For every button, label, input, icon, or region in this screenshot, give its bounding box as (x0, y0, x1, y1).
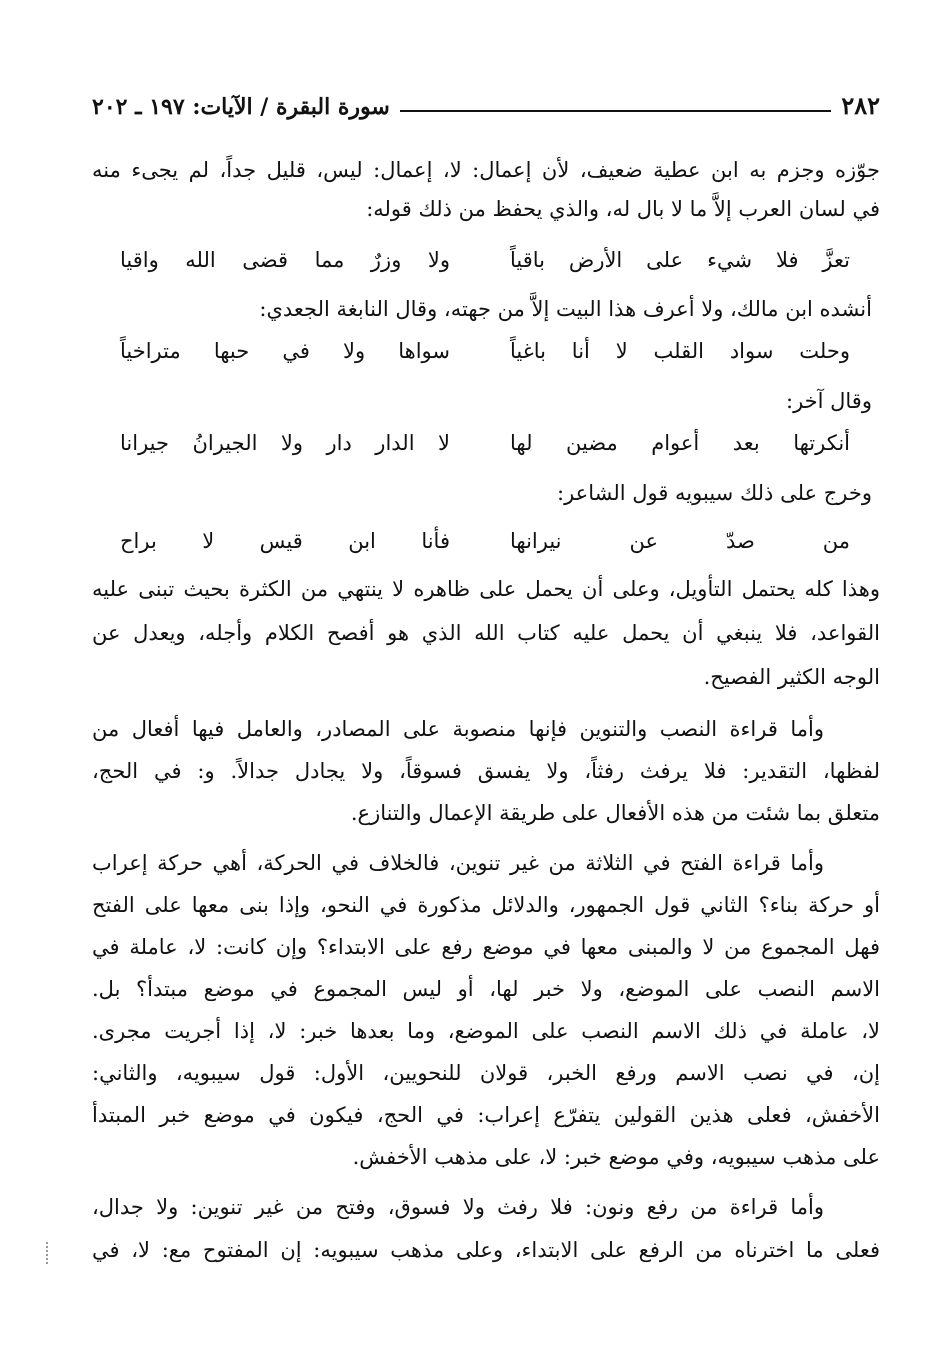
poetry-verse (92, 334, 880, 368)
text-line: فهل المجموع من لا والمبنى معها في موضع رفع على الابتداء؟ وإن كانت: لا، عاملة في (92, 935, 880, 959)
text-line: القواعد، فلا ينبغي أن يحمل عليه كتاب الله الذي هو أفصح الكلام وأجله، ويعدل عن (92, 621, 880, 645)
text-line: جوّزه وجزم به ابن عطية ضعيف، لأن إعمال: لا، إعمال: ليس، قليل جداً، لم يجىء منه (92, 158, 880, 182)
verse-first-hemistich: أنكرتها بعد أعوام مضين لها (510, 431, 850, 455)
text-line: وهذا كله يحتمل التأويل، وعلى أن يحمل على ظاهره لا ينتهي من الكثرة بحيث تبنى عليه (92, 577, 880, 601)
verse-first-hemistich: وحلت سواد القلب لا أنا باغياً (510, 339, 850, 363)
text-line: وأما قراءة النصب والتنوين فإنها منصوبة على المصادر، والعامل فيها أفعال من (92, 717, 824, 741)
text-line: وأما قراءة من رفع ونون: فلا رفث ولا فسوق، وفتح من غير تنوين: ولا جدال، (92, 1195, 824, 1219)
running-title: سورة البقرة / الآيات: ١٩٧ ـ ٢٠٢ (92, 94, 390, 120)
verse-second-hemistich: فأنا ابن قيس لا براح (120, 529, 450, 553)
text-line: في لسان العرب إلاَّ ما لا بال له، والذي يحفظ من ذلك قوله: (366, 197, 880, 221)
poetry-verse (92, 524, 880, 558)
verse-second-hemistich: لا الدار دار ولا الجيرانُ جيرانا (120, 431, 450, 455)
running-header (92, 84, 880, 120)
text-line: إن، في نصب الاسم ورفع الخبر، قولان للنحويين، الأول: قول سيبويه، والثاني: (92, 1061, 880, 1085)
text-line: متعلق بما شئت من هذه الأفعال على طريقة الإعمال والتنازع. (350, 801, 880, 825)
text-line: الاسم النصب على الموضع، ولا خبر لها، أو ليس المجموع في موضع مبتدأ؟ بل. (92, 977, 880, 1001)
page-number: ٢٨٢ (841, 91, 880, 120)
verse-first-hemistich: تعزَّ فلا شيء على الأرض باقياً (510, 248, 850, 272)
verse-first-hemistich: من صدّ عن نيرانها (510, 529, 850, 553)
text-line: وأما قراءة الفتح في الثلاثة من غير تنوين، فالخلاف في الحركة، أهي حركة إعراب (92, 851, 824, 875)
text-line: وخرج على ذلك سيبويه قول الشاعر: (557, 481, 872, 505)
verse-second-hemistich: سواها ولا في حبها متراخياً (120, 339, 450, 363)
text-line: الوجه الكثير الفصيح. (703, 665, 880, 689)
poetry-verse (92, 243, 880, 277)
text-line: أو حركة بناء؟ الثاني قول الجمهور، والدلائل مذكورة في النحو، وإذا بنى معها على الفتح (92, 893, 880, 917)
text-line: على مذهب سيبويه، وفي موضع خبر: لا، على مذهب الأخفش. (352, 1145, 880, 1169)
poetry-verse (92, 426, 880, 460)
scan-edge-mark (46, 1242, 50, 1264)
header-rule (400, 110, 831, 112)
verse-second-hemistich: ولا وزرٌ مما قضى الله واقيا (120, 248, 450, 272)
text-line: لفظها، التقدير: فلا يرفث رفثاً، ولا يفسق فسوقاً، ولا يجادل جدالاً. و: في الحج، (92, 759, 880, 783)
text-line: الأخفش، فعلى هذين القولين يتفرّع إعراب: في الحج، فيكون في موضع خبر المبتدأ (92, 1103, 880, 1127)
text-line: فعلى ما اخترناه من الرفع على الابتداء، وعلى مذهب سيبويه: إن المفتوح مع: لا، في (92, 1238, 880, 1262)
text-line: وقال آخر: (786, 389, 872, 413)
text-line: لا، عاملة في ذلك الاسم النصب على الموضع، وما بعدها خبر: لا، إذا أجريت مجرى. (92, 1019, 880, 1043)
text-line: أنشده ابن مالك، ولا أعرف هذا البيت إلاَّ من جهته، وقال النابغة الجعدي: (259, 297, 872, 321)
